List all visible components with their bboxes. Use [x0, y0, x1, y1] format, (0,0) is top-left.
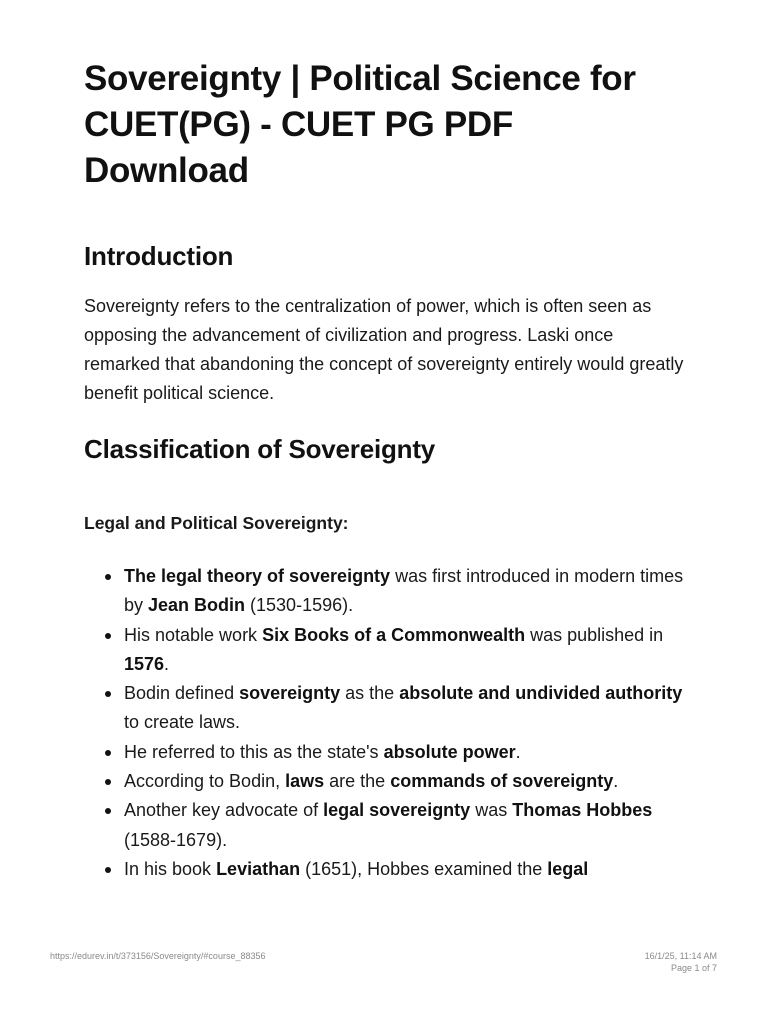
bullet-bold-text: The legal theory of sovereignty [124, 566, 391, 586]
bullet-text: He referred to this as the state's [124, 741, 384, 762]
classification-heading: Classification of Sovereignty [84, 434, 436, 464]
bullet-text: In his book [124, 858, 217, 879]
bullet-text: . [164, 653, 170, 674]
bullet-bold-text: legal [547, 858, 589, 879]
document-page [84, 56, 684, 884]
introduction-heading: Introduction [84, 241, 234, 271]
bullet-text: . [515, 741, 521, 762]
legal-political-subheading: Legal and Political Sovereignty: [84, 513, 349, 533]
bullet-bold-text: sovereignty [239, 683, 341, 704]
bullet-bold-text: laws [285, 771, 325, 792]
bullet-text: was [470, 800, 513, 821]
bullet-text: (1530-1596). [245, 595, 354, 616]
footer-datetime: 16/1/25, 11:14 AM [644, 951, 717, 961]
bullet-text: (1651), Hobbes examined the [300, 858, 548, 879]
bullet-item [124, 562, 684, 621]
bullet-bold-text: Thomas Hobbes [512, 800, 653, 821]
bullet-text: to create laws. [124, 712, 241, 733]
bullet-bold-text: 1576 [124, 653, 165, 674]
bullet-text: was first introduced in modern times by [124, 566, 684, 616]
introduction-paragraph: Sovereignty refers to the centralization of power, which is often seen as opposing the advancement of civilization and progress. Laski once remarked that abandoning the concept of sovereignty entirely would greatly benefit political science. [84, 296, 684, 403]
bullet-text: According to Bodin, [124, 771, 286, 792]
bullet-item [124, 738, 684, 767]
bullet-item [124, 796, 684, 855]
bullet-item [124, 767, 684, 796]
bullet-text: (1588-1679). [124, 829, 228, 850]
bullet-bold-text: absolute and undivided authority [399, 683, 683, 704]
bullet-item [124, 679, 684, 738]
bullet-bold-text: absolute power [383, 741, 516, 762]
footer-url: https://edurev.in/t/373156/Sovereignty/#course_88356 [50, 951, 266, 961]
footer-meta [645, 950, 717, 974]
bullet-bold-text: Jean Bodin [148, 595, 246, 616]
bullet-bold-text: Leviathan [216, 858, 301, 879]
bullet-text: was published in [525, 624, 664, 645]
bullet-text: . [613, 771, 619, 792]
bullet-text: Bodin defined [124, 683, 240, 704]
bullet-item [124, 855, 684, 884]
bullet-text: Another key advocate of [124, 800, 324, 821]
bullet-item [124, 621, 684, 680]
bullet-bold-text: commands of sovereignty [390, 771, 614, 792]
bullet-bold-text: Six Books of a Commonwealth [262, 624, 526, 645]
bullet-list [84, 562, 684, 884]
bullet-text: as the [340, 683, 400, 704]
bullet-text: His notable work [124, 624, 263, 645]
footer-page-number: Page 1 of 7 [670, 963, 717, 973]
bullet-text: are the [324, 771, 391, 792]
page-title: Sovereignty | Political Science for CUET(PG) - CUET PG PDF Download [84, 59, 636, 190]
bullet-bold-text: legal sovereignty [323, 800, 471, 821]
